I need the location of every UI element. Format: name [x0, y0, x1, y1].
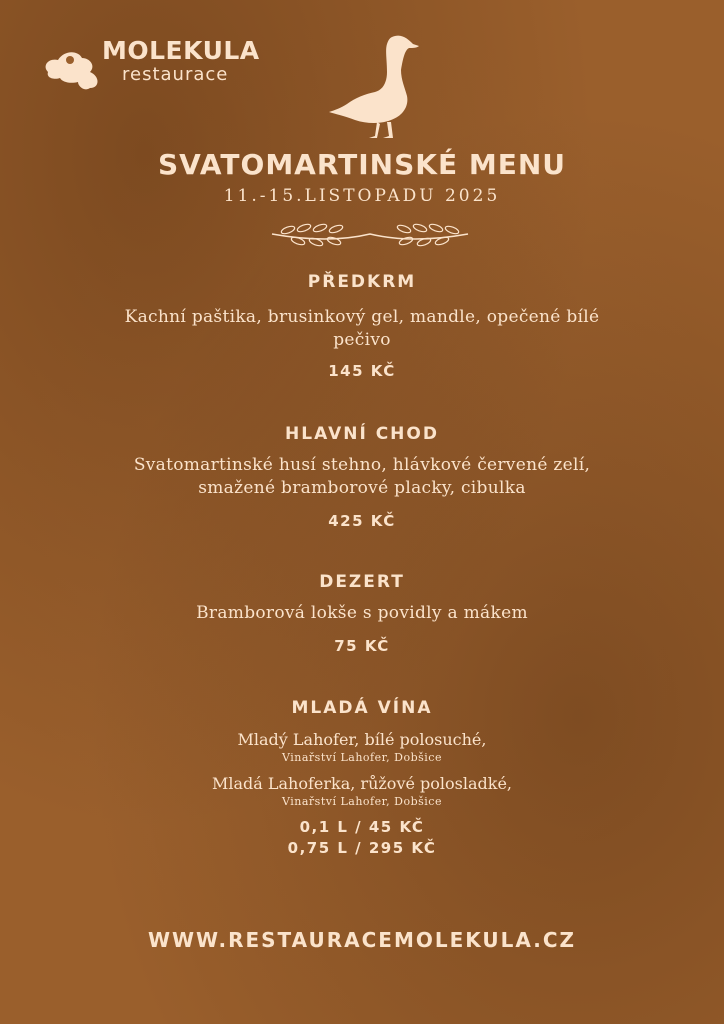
dessert-section	[0, 572, 724, 655]
molecule-logo-icon	[40, 42, 104, 98]
wine-price-bottle: 0,75 L / 295 KČ	[287, 839, 437, 857]
menu-title: SVATOMARTINSKÉ MENU	[157, 148, 567, 181]
dessert-heading: DEZERT	[319, 572, 405, 592]
logo-subtitle: restaurace	[122, 64, 229, 85]
laurel-divider-icon	[268, 214, 472, 248]
wine-1-name: Mladý Lahofer, bílé polosuché,	[237, 730, 487, 749]
main-section	[0, 424, 724, 530]
menu-dates: 11.-15.LISTOPADU 2025	[223, 186, 501, 206]
logo-name: MOLEKULA	[102, 36, 260, 65]
restaurant-logo	[40, 36, 280, 96]
starter-description-line1: Kachní paštika, brusinkový gel, mandle, opečené bílé	[124, 307, 600, 327]
main-heading: HLAVNÍ CHOD	[285, 424, 439, 444]
wine-price-small: 0,1 L / 45 KČ	[299, 818, 425, 836]
wine-2-name: Mladá Lahoferka, růžové polosladké,	[211, 774, 513, 793]
wine-2-maker: Vinařství Lahofer, Dobšice	[282, 795, 442, 808]
starter-price: 145 KČ	[328, 362, 396, 380]
starter-heading: PŘEDKRM	[307, 272, 417, 292]
dessert-price: 75 KČ	[334, 637, 390, 655]
main-description-line1: Svatomartinské husí stehno, hlávkové červené zelí,	[133, 455, 591, 475]
wines-section	[0, 698, 724, 857]
main-price: 425 KČ	[328, 512, 396, 530]
website-link[interactable]: WWW.RESTAURACEMOLEKULA.CZ	[147, 928, 577, 952]
wines-heading: MLADÁ VÍNA	[291, 698, 433, 718]
goose-icon	[325, 30, 425, 142]
main-description-line2: smažené bramborové placky, cibulka	[198, 478, 526, 498]
dessert-description: Bramborová lokše s povidly a mákem	[196, 603, 528, 623]
starter-section	[0, 272, 724, 380]
wine-1-maker: Vinařství Lahofer, Dobšice	[282, 751, 442, 764]
starter-description-line2: pečivo	[333, 330, 391, 350]
